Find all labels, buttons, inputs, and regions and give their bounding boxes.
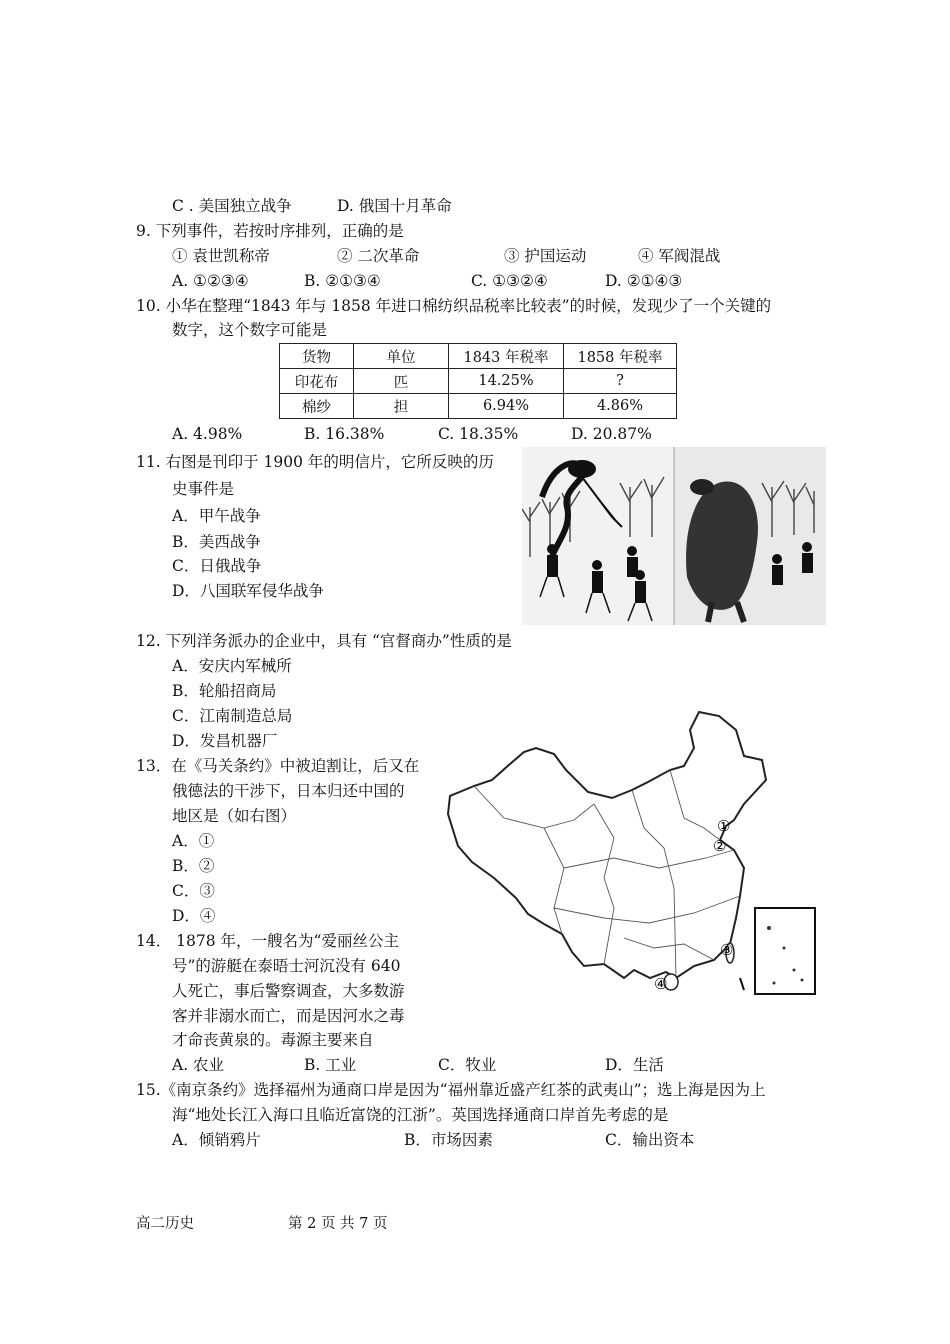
q10-option-d: D. 20.87% bbox=[571, 425, 652, 443]
map-marker-4: ④ bbox=[654, 975, 668, 993]
q14-option-c: C．牧业 bbox=[438, 1056, 497, 1074]
q15-stem: 15.《南京条约》选择福州为通商口岸是因为“福州靠近盛产红茶的武夷山”；选上海是因为上 bbox=[136, 1081, 766, 1099]
table-cell: 14.25% bbox=[449, 369, 564, 394]
postcard-illustration bbox=[522, 447, 826, 625]
q12-option-c: C．江南制造总局 bbox=[172, 707, 293, 725]
q13-stem: 13．在《马关条约》中被迫割让，后又在 bbox=[136, 757, 420, 775]
q9-event: ① 袁世凯称帝 bbox=[172, 247, 270, 265]
table-header-row bbox=[280, 344, 677, 369]
table-row bbox=[280, 369, 677, 394]
q13-stem-cont: 俄德法的干涉下，日本归还中国的 bbox=[172, 782, 405, 800]
footer-subject: 高二历史 bbox=[136, 1216, 194, 1232]
q14-option-d: D．生活 bbox=[605, 1056, 664, 1074]
q15-stem-cont: 海“地处长江入海口且临近富饶的江浙”。英国选择通商口岸首先考虑的是 bbox=[172, 1106, 669, 1124]
tariff-table bbox=[279, 343, 677, 419]
q9-option-d: D. ②①④③ bbox=[605, 272, 683, 290]
q13-stem-cont: 地区是（如右图） bbox=[172, 807, 297, 825]
q14-stem-cont: 才命丧黄泉的。毒源主要来自 bbox=[172, 1031, 374, 1049]
q8-option-d: D. 俄国十月革命 bbox=[337, 197, 452, 215]
q15-option-c: C．输出资本 bbox=[605, 1131, 695, 1149]
q10-stem: 10. 小华在整理“1843 年与 1858 年进口棉纺织品税率比较表”的时候，发现少了一个关键的 bbox=[136, 297, 772, 315]
q9-event: ② 二次革命 bbox=[337, 247, 420, 265]
q12-stem: 12. 下列洋务派办的企业中，具有 “官督商办”性质的是 bbox=[136, 632, 512, 650]
map-marker-2: ② bbox=[713, 837, 727, 855]
q9-stem: 9. 下列事件，若按时序排列，正确的是 bbox=[136, 222, 404, 240]
table-header-cell: 单位 bbox=[354, 344, 449, 369]
q11-option-d: D．八国联军侵华战争 bbox=[172, 582, 324, 600]
q11-option-a: A．甲午战争 bbox=[172, 507, 261, 525]
q9-option-a: A. ①②③④ bbox=[172, 272, 249, 290]
map-marker-1: ① bbox=[717, 817, 731, 835]
table-header-cell: 货物 bbox=[280, 344, 354, 369]
table-header-cell: 1843 年税率 bbox=[449, 344, 564, 369]
q9-event: ④ 军阀混战 bbox=[638, 247, 721, 265]
table-cell: 印花布 bbox=[280, 369, 354, 394]
q9-option-c: C. ①③②④ bbox=[471, 272, 548, 290]
q14-option-a: A. 农业 bbox=[172, 1056, 225, 1074]
q15-option-b: B．市场因素 bbox=[404, 1131, 493, 1149]
q14-stem-cont: 人死亡，事后警察调查，大多数游 bbox=[172, 982, 405, 1000]
q10-option-c: C. 18.35% bbox=[438, 425, 519, 443]
q10-option-a: A. 4.98% bbox=[172, 425, 243, 443]
table-cell: 担 bbox=[354, 394, 449, 419]
table-row bbox=[280, 394, 677, 419]
table-header-cell: 1858 年税率 bbox=[564, 344, 677, 369]
footer-page-number: 第 2 页 共 7 页 bbox=[288, 1216, 388, 1232]
q14-option-b: B. 工业 bbox=[304, 1056, 357, 1074]
q12-option-b: B．轮船招商局 bbox=[172, 682, 277, 700]
q13-option-b: B．② bbox=[172, 857, 215, 875]
q10-option-b: B. 16.38% bbox=[304, 425, 385, 443]
table-cell: 4.86% bbox=[564, 394, 677, 419]
q12-option-d: D．发昌机器厂 bbox=[172, 732, 278, 750]
q11-stem-cont: 史事件是 bbox=[172, 480, 235, 498]
q9-option-b: B. ②①③④ bbox=[304, 272, 381, 290]
q9-event: ③ 护国运动 bbox=[504, 247, 587, 265]
table-cell: 匹 bbox=[354, 369, 449, 394]
q14-stem: 14． 1878 年，一艘名为“爱丽丝公主 bbox=[136, 932, 399, 950]
table-cell: ? bbox=[564, 369, 677, 394]
map-marker-3: ③ bbox=[720, 941, 734, 959]
q13-option-d: D．④ bbox=[172, 907, 216, 925]
q14-stem-cont: 号”的游艇在泰晤士河沉没有 640 bbox=[172, 957, 401, 975]
q11-stem: 11. 右图是刊印于 1900 年的明信片，它所反映的历 bbox=[136, 453, 494, 471]
china-map bbox=[444, 708, 818, 998]
table-cell: 6.94% bbox=[449, 394, 564, 419]
table-cell: 棉纱 bbox=[280, 394, 354, 419]
q15-option-a: A．倾销鸦片 bbox=[172, 1131, 261, 1149]
q11-option-c: C．日俄战争 bbox=[172, 557, 262, 575]
q13-option-c: C．③ bbox=[172, 882, 215, 900]
q12-option-a: A．安庆内军械所 bbox=[172, 657, 292, 675]
q11-option-b: B．美西战争 bbox=[172, 533, 261, 551]
q10-stem-cont: 数字，这个数字可能是 bbox=[172, 321, 328, 339]
q13-option-a: A．① bbox=[172, 832, 215, 850]
q14-stem-cont: 客并非溺水而亡，而是因河水之毒 bbox=[172, 1007, 405, 1025]
q8-option-c: C . 美国独立战争 bbox=[172, 197, 292, 215]
